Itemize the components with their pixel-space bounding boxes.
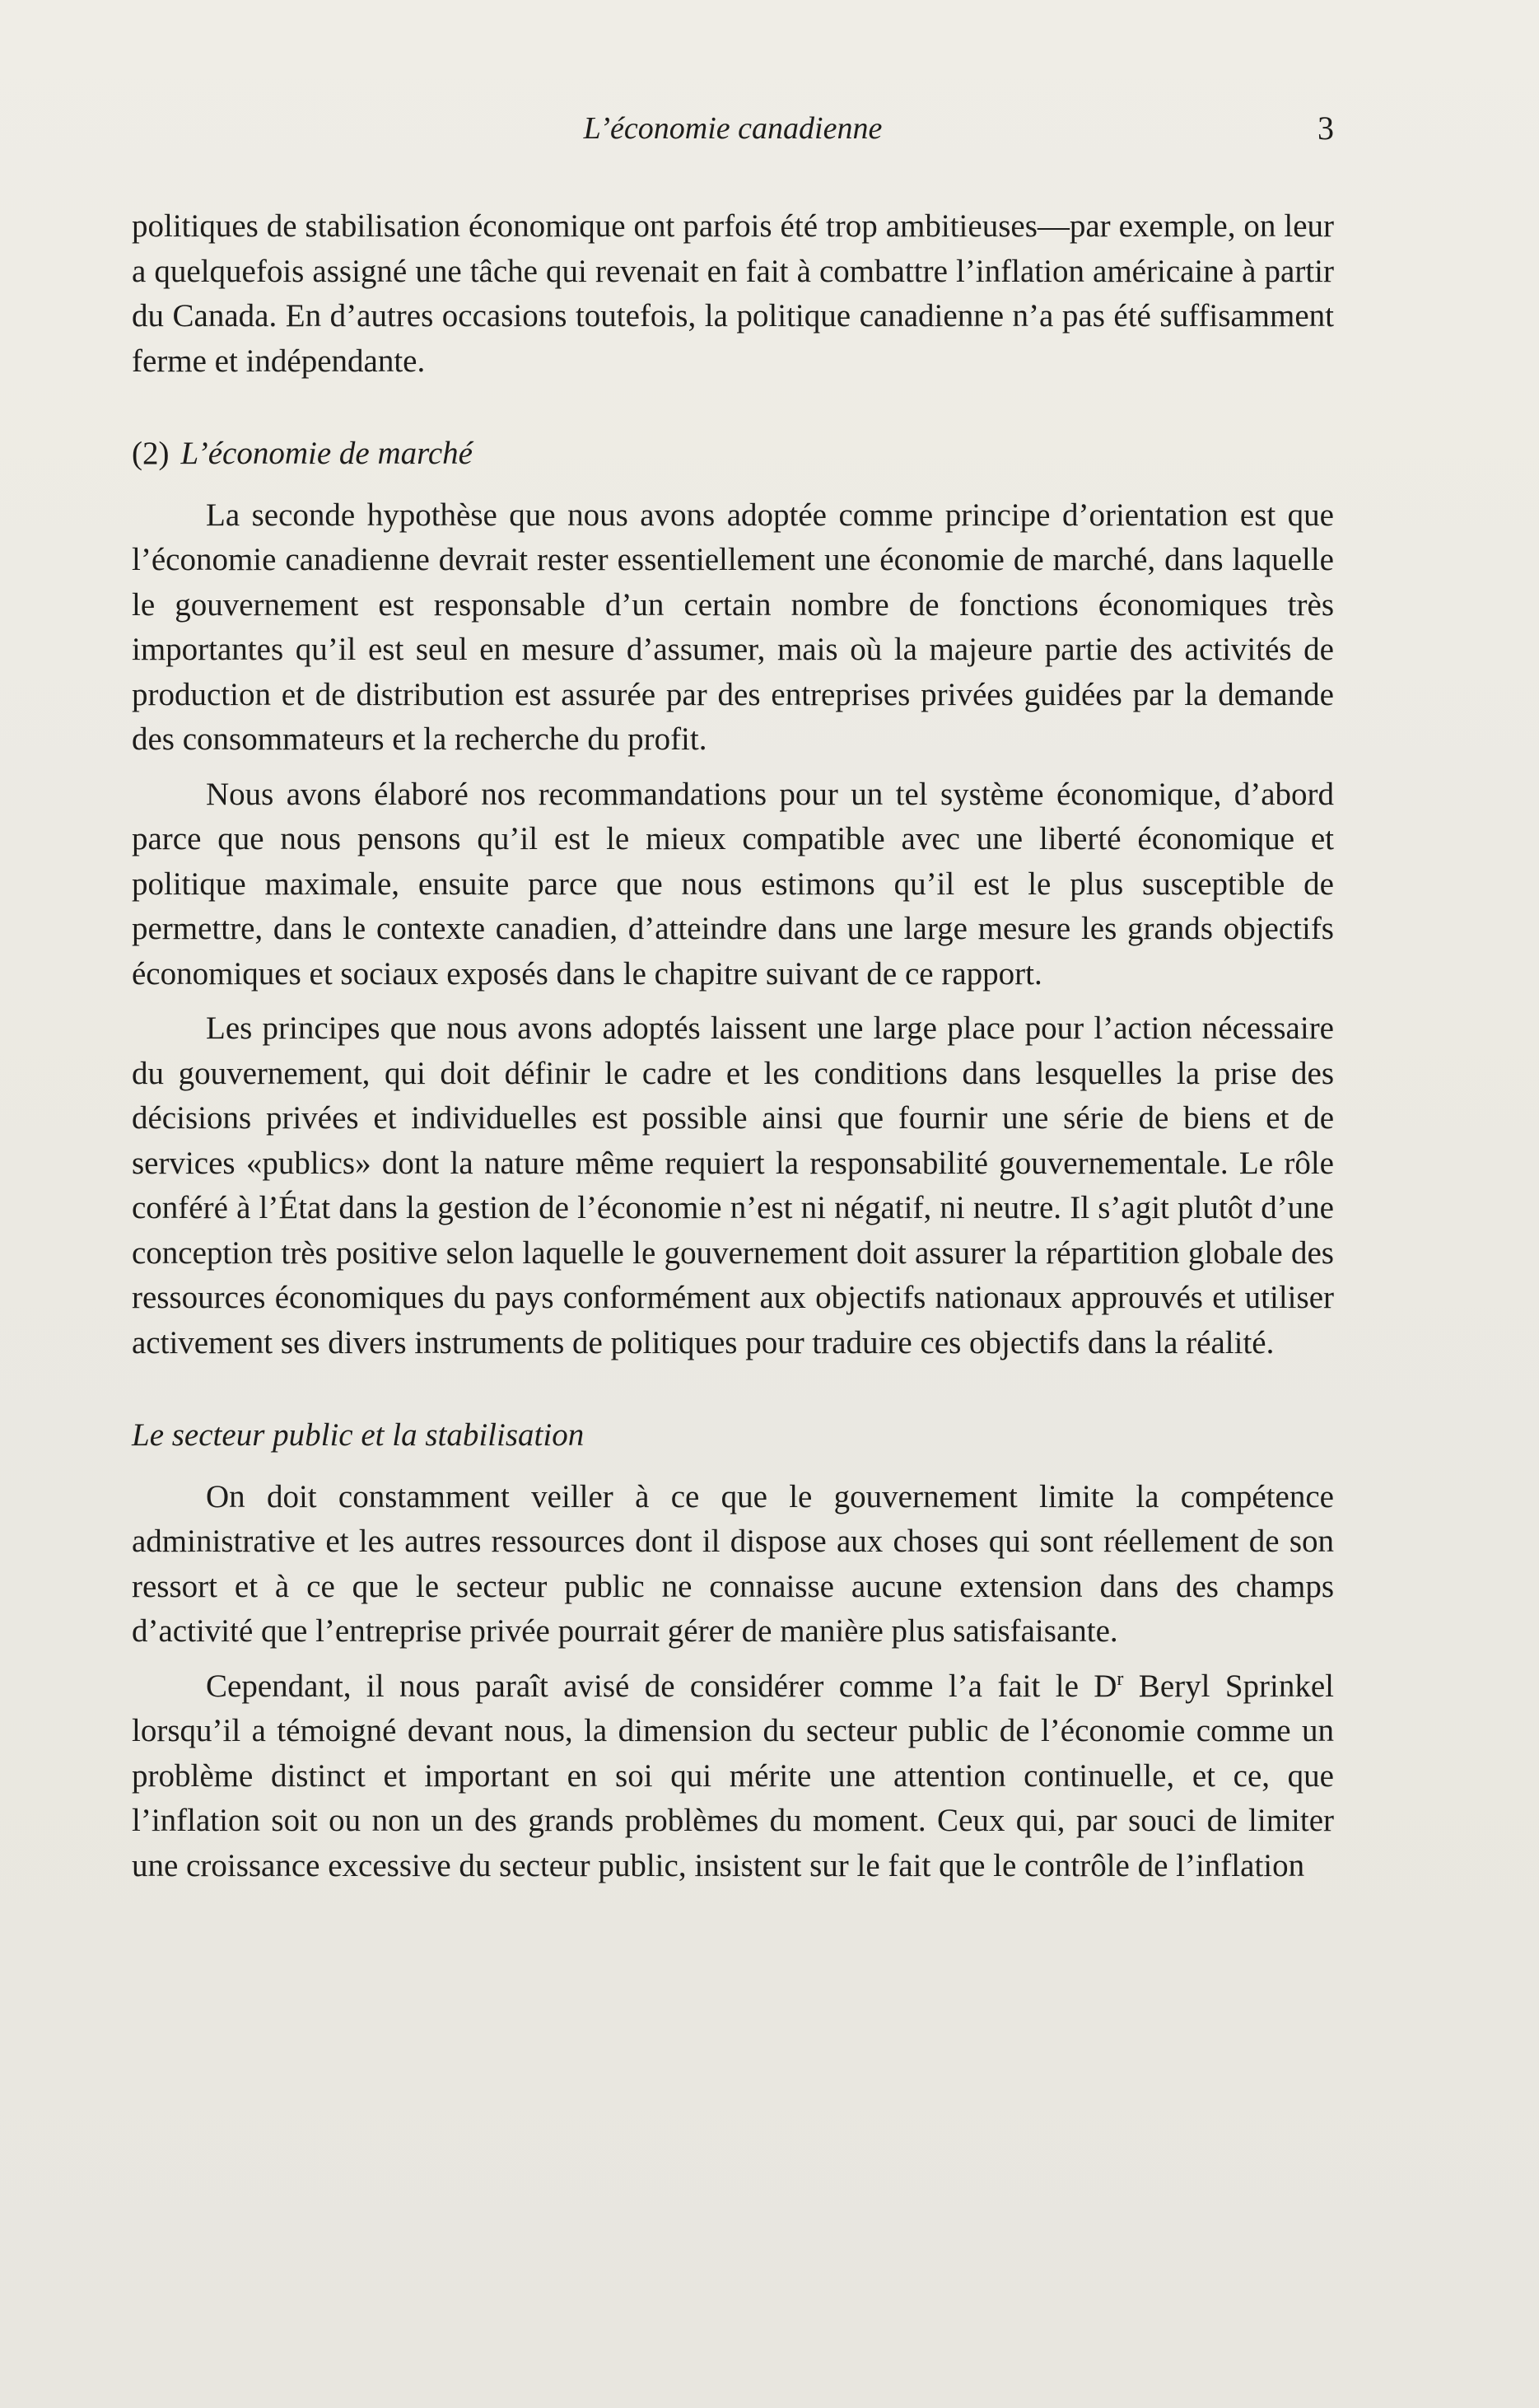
section-heading [132, 432, 1334, 477]
paragraph: Les principes que nous avons adoptés laissent une large place pour l’action nécessaire du gouvernement, qui doit définir le cadre et les conditions dans lesquelles la prise des décisions privées et individuelles est possible ainsi que fournir une série de biens et de services «publics» dont la nature même requiert la responsabilité gouvernementale. Le rôle conféré à l’État dans la gestion de l’économie n’est ni négatif, ni neutre. Il s’agit plutôt d’une conception très positive selon laquelle le gouvernement doit assurer la répartition globale des ressources économiques du pays conformément aux objectifs nationaux approuvés et utiliser activement ses divers instruments de politiques pour traduire ces objectifs dans la réalité. [132, 1010, 1334, 1360]
superscript: r [1117, 1668, 1124, 1690]
paragraph: La seconde hypothèse que nous avons adoptée comme principe d’orientation est que l’économie canadienne devrait rester essentiellement une économie de marché, dans laquelle le gouvernement est responsable d’un certain nombre de fonctions économiques très importantes qu’il est seul en mesure d’assumer, mais où la majeure partie des activités de production et de distribution est assurée par des entreprises privées guidées par la demande des consommateurs et la recherche du profit. [132, 497, 1334, 757]
section-title: L’économie de marché [180, 436, 473, 471]
paragraph [132, 1664, 1334, 1889]
running-header [132, 105, 1334, 152]
paragraph: Nous avons élaboré nos recommandations pour un tel système économique, d’abord parce que nous pensons qu’il est le mieux compatible avec une liberté économique et politique maximale, ensuite parce que nous estimons qu’il est le plus susceptible de permettre, dans le contexte canadien, d’atteindre dans une large mesure les grands objectifs économiques et sociaux exposés dans le chapitre suivant de ce rapport. [132, 776, 1334, 992]
paragraph-text: Cependant, il nous paraît avisé de considérer comme l’a fait le D [206, 1668, 1117, 1704]
subsection-heading: Le secteur public et la stabilisation [132, 1417, 585, 1453]
paragraph: On doit constamment veiller à ce que le gouvernement limite la compétence administrative et les autres ressources dont il dispose aux choses qui sont réellement de son ressort et à ce que le secteur public ne connaisse aucune extension dans des champs d’activité que l’entreprise privée pourrait gérer de manière plus satisfaisante. [132, 1478, 1334, 1649]
page-number: 3 [1317, 110, 1334, 147]
body-text [132, 204, 1334, 1888]
section-number: (2) [132, 436, 170, 471]
paragraph-text: Beryl Sprinkel lorsqu’il a témoigné devant nous, la dimension du secteur public de l’économie comme un problème distinct et important en soi qui mérite une attention continuelle, et ce, que l’inflation soit ou non un des grands problèmes du moment. Ceux qui, par souci de limiter une croissance excessive du secteur public, insistent sur le fait que le contrôle de l’inflation [132, 1668, 1334, 1883]
paragraph-continued: politiques de stabilisation économique ont parfois été trop ambitieuses—par exemple, on leur a quelquefois assigné une tâche qui revenait en fait à combattre l’inflation américaine à partir du Canada. En d’autres occasions toutefois, la politique canadienne n’a pas été suffisamment ferme et indépendante. [132, 208, 1334, 379]
running-title: L’économie canadienne [583, 111, 883, 146]
